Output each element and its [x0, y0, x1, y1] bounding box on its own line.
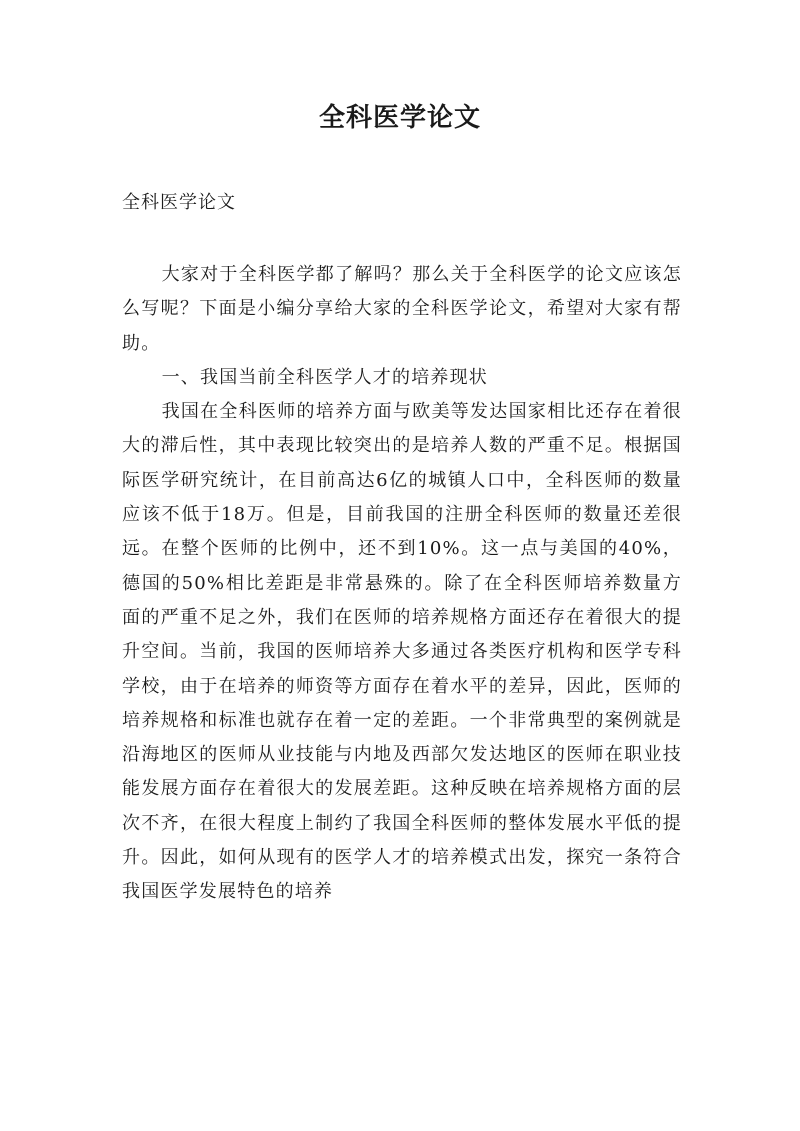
section-heading: 一、我国当前全科医学人才的培养现状 [161, 366, 488, 388]
page-title: 全科医学论文 [318, 103, 481, 133]
intro-paragraph: 大家对于全科医学都了解吗？那么关于全科医学的论文应该怎么写呢？下面是小编分享给大家的全科医学论文，希望对大家有帮助。 [122, 264, 682, 354]
document-subtitle: 全科医学论文 [122, 192, 236, 213]
body-paragraph: 我国在全科医师的培养方面与欧美等发达国家相比还存在着很大的滞后性，其中表现比较突出的是培养人数的严重不足。根据国际医学研究统计，在目前高达6亿的城镇人口中，全科医师的数量应该不低于18万。但是，目前我国的注册全科医师的数量还差很远。在整个医师的比例中，还不到10%。这一点与美国的40%，德国的50%相比差距是非常悬殊的。除了在全科医师培养数量方面的严重不足之外，我们在医师的培养规格方面还存在着很大的提升空间。当前，我国的医师培养大多通过各类医疗机构和医学专科学校，由于在培养的师资等方面存在着水平的差异，因此，医师的培养规格和标准也就存在着一定的差距。一个非常典型的案例就是沿海地区的医师从业技能与内地及西部欠发达地区的医师在职业技能发展方面存在着很大的发展差距。这种反映在培养规格方面的层次不齐，在很大程度上制约了我国全科医师的整体发展水平低的提升。因此，如何从现有的医学人才的培养模式出发，探究一条符合我国医学发展特色的培养 [122, 401, 682, 903]
document-body [122, 258, 682, 910]
